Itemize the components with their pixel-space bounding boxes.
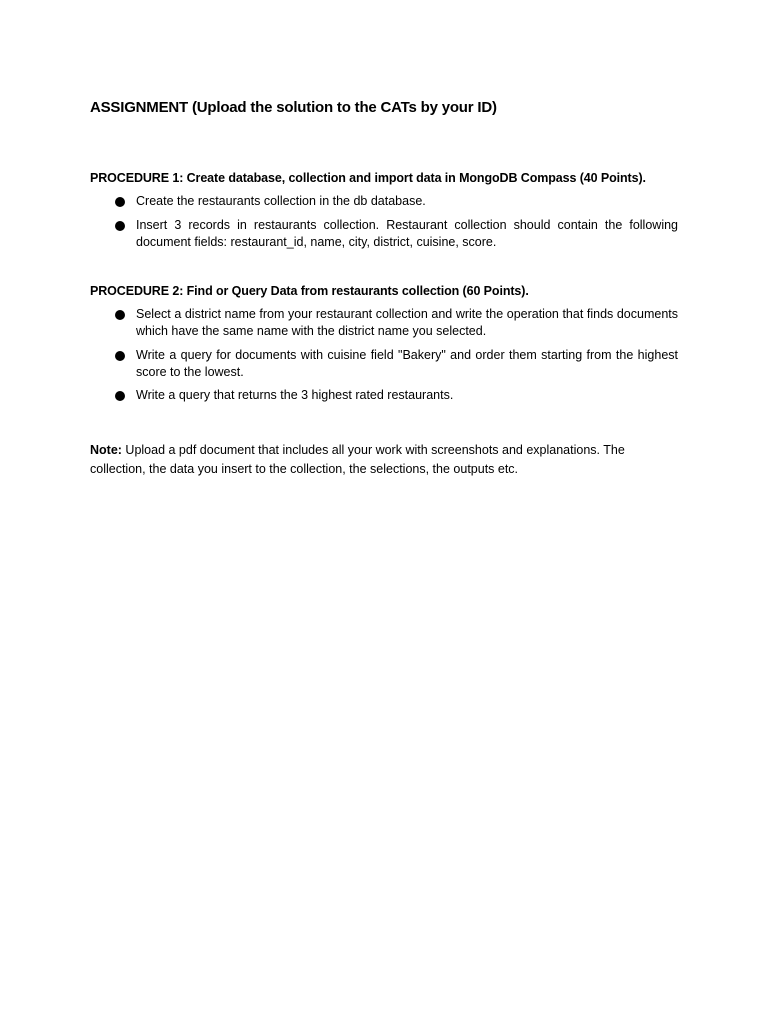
procedure-2-list	[90, 306, 678, 404]
list-item	[90, 217, 678, 251]
bullet-icon	[115, 197, 125, 207]
assignment-title: ASSIGNMENT (Upload the solution to the CATs by your ID)	[90, 99, 497, 116]
bullet-icon	[115, 391, 125, 401]
bullet-icon	[115, 310, 125, 320]
list-item	[90, 347, 678, 381]
list-item	[90, 306, 678, 340]
note-label: Note:	[90, 443, 122, 457]
procedure-2-section	[90, 283, 678, 411]
list-item-text: Write a query that returns the 3 highest rated restaurants.	[136, 388, 454, 402]
list-item	[90, 193, 678, 210]
procedure-1-section	[90, 170, 678, 257]
list-item-text: Write a query for documents with cuisine field "Bakery" and order them starting from the highest score to the lowest.	[136, 347, 678, 379]
list-item-text: Create the restaurants collection in the db database.	[136, 194, 426, 208]
note-section	[90, 441, 678, 479]
note-paragraph	[90, 441, 650, 479]
list-item-text: Select a district name from your restaurant collection and write the operation that finds documents which have the same name with the district name you selected.	[136, 307, 678, 338]
procedure-2-heading: PROCEDURE 2: Find or Query Data from restaurants collection (60 Points).	[90, 284, 529, 298]
list-item	[90, 387, 678, 404]
procedure-1-list	[90, 193, 678, 251]
list-item-text: Insert 3 records in restaurants collection. Restaurant collection should contain the following document fields: restaurant_id, name, city, district, cuisine, score.	[136, 217, 678, 249]
note-text: Upload a pdf document that includes all your work with screenshots and explanations. The collection, the data you insert to the collection, the selections, the outputs etc.	[90, 443, 625, 476]
bullet-icon	[115, 351, 125, 361]
bullet-icon	[115, 221, 125, 231]
procedure-1-heading: PROCEDURE 1: Create database, collection and import data in MongoDB Compass (40 Points).	[90, 171, 646, 185]
